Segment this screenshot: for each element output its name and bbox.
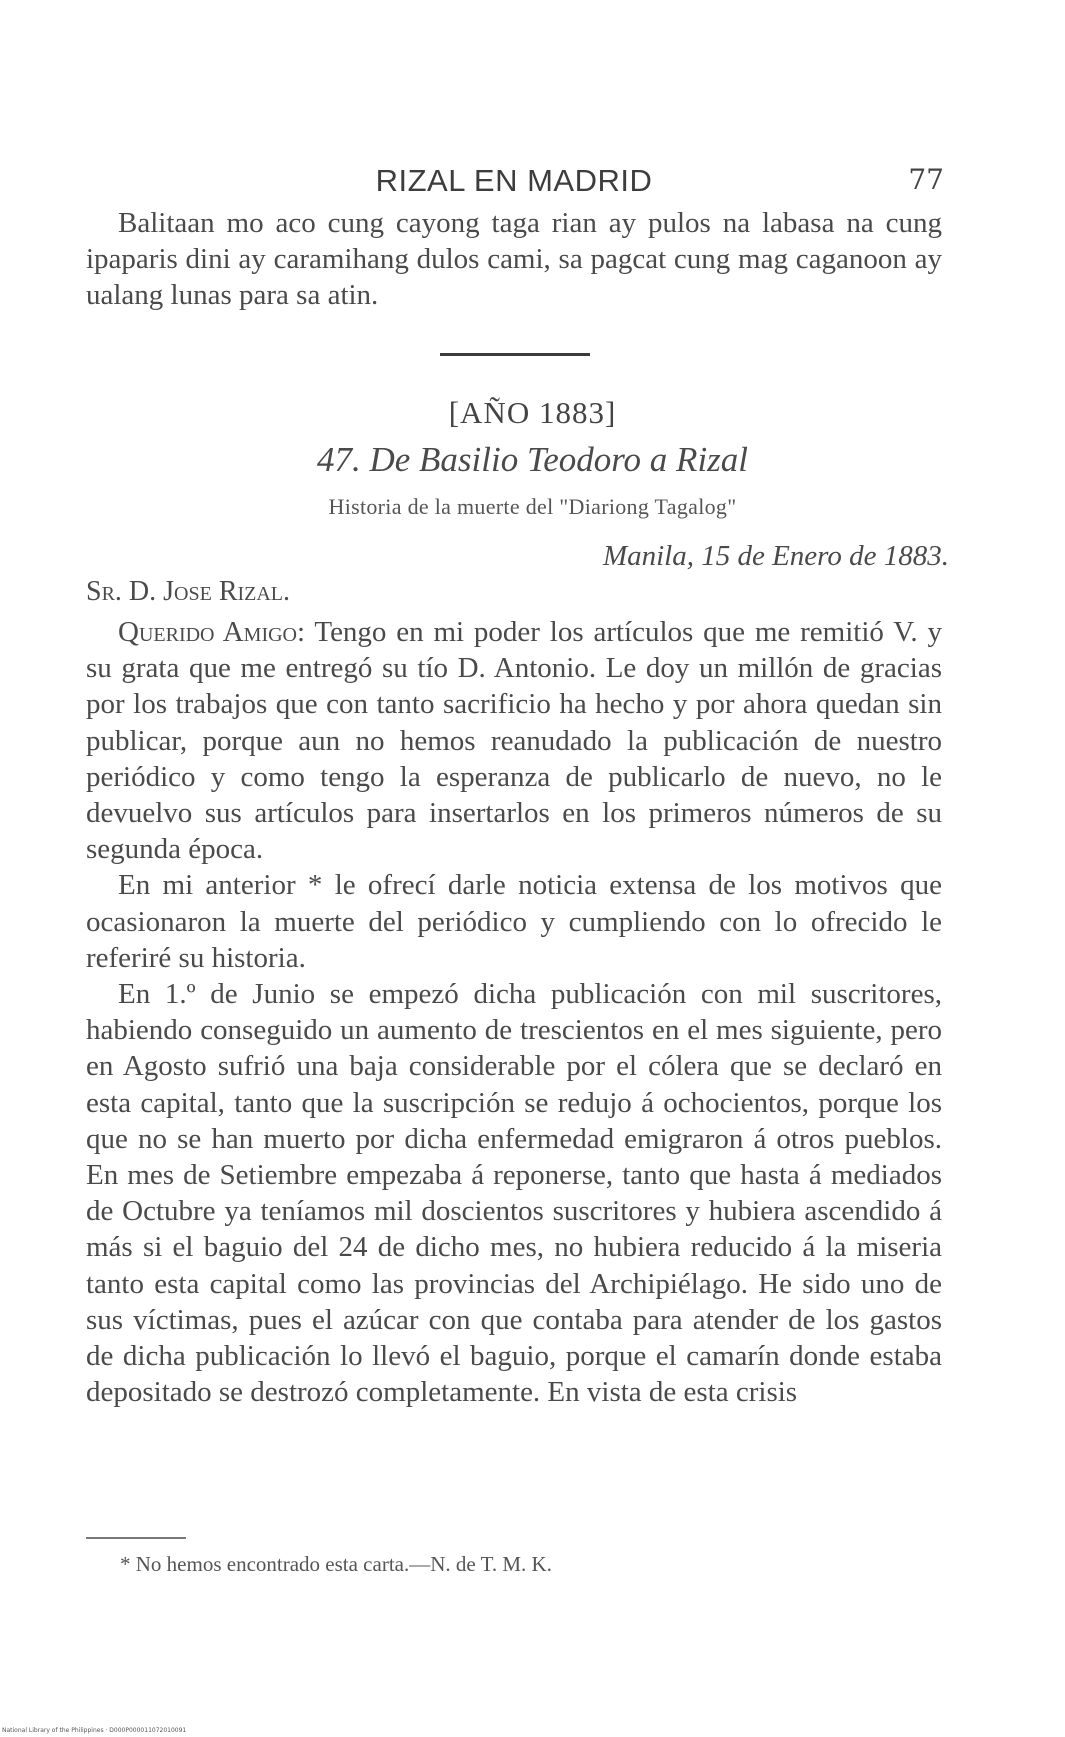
footnote-rule [86, 1537, 186, 1539]
running-head [84, 163, 944, 203]
letter-paragraph-1-text: Tengo en mi poder los artículos que me remitió V. y su grata que me entregó su tío D. Antonio. Le doy un millón de gracias por los trabajos que con tanto sacrificio ha hecho y por ahora quedan sin publicar, porque aun no hemos reanudado la publicación de nuestro periódico y como tengo la esperanza de publicarlo de nuevo, no le devuelvo sus artículos para insertarlos en los primeros números de su segunda época. [86, 616, 942, 866]
opening-paragraph [86, 205, 942, 314]
page-number: 77 [908, 163, 944, 196]
letter-recipient: Sr. D. Jose Rizal. [86, 576, 291, 607]
running-title: RIZAL EN MADRID [375, 163, 653, 198]
letter-paragraph-2: En mi anterior * le ofrecí darle noticia extensa de los motivos que ocasionaron la muerte del periódico y cumpliendo con lo ofrecido le referiré su historia. [86, 869, 942, 974]
library-watermark: National Library of the Philippines · D000P000011072010091 [2, 1727, 187, 1734]
letter-dateline: Manila, 15 de Enero de 1883. [602, 540, 949, 572]
letter-greeting: Querido Amigo: [118, 616, 306, 648]
section-divider [440, 353, 590, 356]
letter-title: 47. De Basilio Teodoro a Rizal [316, 440, 749, 479]
opening-paragraph-text: Balitaan mo aco cung cayong taga rian ay pulos na labasa na cung ipaparis dini ay caramihang dulos cami, sa pagcat cung mag caganoon ay ualang lunas para sa atin. [86, 207, 942, 312]
letter-paragraph-1 [86, 614, 942, 867]
letter-paragraph-3: En 1.º de Junio se empezó dicha publicación con mil suscritores, habiendo conseguido un aumento de trescientos en el mes siguiente, pero en Agosto sufrió una baja considerable por el cólera que se declaró en esta capital, tanto que la suscripción se redujo á ochocientos, porque los que no se han muerto por dicha enfermedad emigraron á otros pueblos. En mes de Setiembre empezaba á reponerse, tanto que hasta á mediados de Octubre ya teníamos mil doscientos suscritores y hubiera ascendido á más si el baguio del 24 de dicho mes, no hubiera reducido á la miseria tanto esta capital como las provincias del Archipiélago. He sido uno de sus víctimas, pues el azúcar con que contaba para atender de los gastos de dicha publicación lo llevó el baguio, porque el camarín donde estaba depositado se destrozó completamente. En vista de esta crisis [86, 978, 942, 1409]
letter-subtitle: Historia de la muerte del "Diariong Tagalog" [328, 494, 737, 519]
year-heading: [AÑO 1883] [448, 395, 617, 430]
footnote: * No hemos encontrado esta carta.—N. de T. M. K. [120, 1552, 552, 1576]
letter-body [86, 614, 942, 1410]
